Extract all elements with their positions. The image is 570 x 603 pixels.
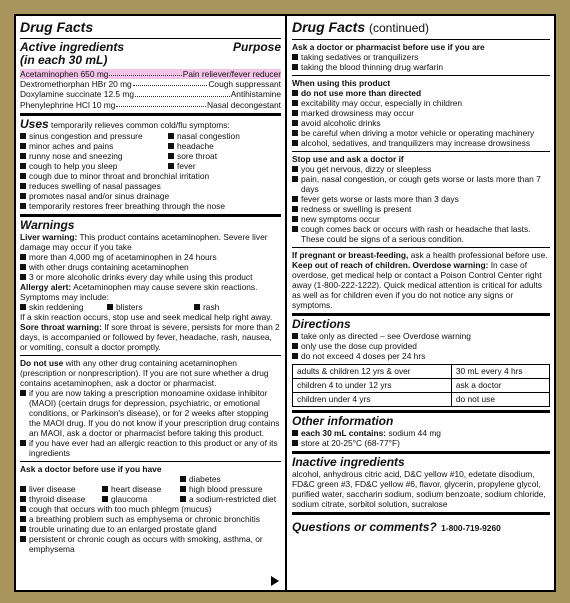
warnings-section: Warnings Liver warning: This product contains acetaminophen. Severe liver damage may occur if you take more than 4,000 mg of acetaminophen in 24 hours with other drugs containing acetaminophen 3 or more alcoholic drinks every day while using this product Allergy alert: Acetaminophen may cause severe skin reactions. Symptoms may include: skin reddening blisters rash If a skin reaction occurs, stop use and seek medical help right away. Sore throat warning: If sore throat is severe, persists for more than 2 days, is accompanied or followed by fever, headache, rash, nausea, or vomiting, consult a doctor promptly. [20,217,281,356]
ask-doctor-heading: Ask a doctor before use if you have [20,463,162,474]
do-not-use-section: Do not use with any other drug containing acetaminophen (prescription or nonprescription). If you are not sure whether a drug contains acetaminophen, ask a doctor or pharmacist. if you are now taking a prescription monoamine oxidase inhibitor (MAOI) (certain drugs for depression, psychiatric, or emotional conditions, or Parkinson's disease), or for 2 weeks after stopping the MAOI drug. If you do not know if your prescription drug contains an MAOI, ask a doctor or pharmacist before taking this product. if you have ever had an allergic reaction to this product or any of its ingredients [20,356,281,462]
uses-heading: Uses [20,116,49,131]
uses-grid [20,131,281,171]
list-item: blisters [107,302,194,312]
list-item: persistent or chronic cough as occurs with smoking, asthma, or emphysema [20,534,281,554]
list-item: avoid alcoholic drinks [292,118,550,128]
list-item: cough to help you sleep [20,161,168,171]
ingredient-row: Dextromethorphan HBr 20 mg Cough suppressant [20,79,281,90]
list-item: glaucoma [102,494,180,504]
list-item: heart disease [102,484,180,494]
list-item: excitability may occur, especially in children [292,98,550,108]
title-section [20,18,281,39]
ask-pharmacist-section [292,40,550,76]
title-continued-section: Drug Facts (continued) [292,18,550,40]
list-item: promotes nasal and/or sinus drainage [20,191,281,201]
when-using-section [292,76,550,152]
table-row: children 4 to under 12 yrs ask a doctor [293,379,550,393]
ask-doctor-grid [20,474,281,504]
list-item: skin reddening [20,302,107,312]
continued-arrow-icon [271,576,279,586]
stop-use-section [292,152,550,248]
table-row: adults & children 12 yrs & over 30 mL every 4 hrs [293,365,550,379]
ask-pharmacist-heading: Ask a doctor or pharmacist before use if you are [292,42,485,52]
list-item: be careful when driving a motor vehicle or operating machinery [292,128,550,138]
purpose-heading: Purpose [232,40,281,54]
uses-intro: temporarily relieves common cold/flu symptoms: [51,119,230,130]
other-information-heading: Other information [292,414,394,428]
ingredient-row: Doxylamine succinate 12.5 mg Antihistamine [20,89,281,100]
ingredient-row: Acetaminophen 650 mg Pain reliever/fever reducer [20,69,281,79]
list-item: alcohol, sedatives, and tranquilizers may increase drowsiness [292,138,550,148]
list-item: with other drugs containing acetaminophen [20,262,281,272]
list-item: redness or swelling is present [292,204,550,214]
drug-facts-continued-title: Drug Facts [292,19,366,35]
questions-section [292,515,550,536]
list-item: reduces swelling of nasal passages [20,181,281,191]
list-item: a sodium-restricted diet [180,494,281,504]
list-item: take only as directed – see Overdose warning [292,331,550,341]
uses-section [20,116,281,217]
right-column [288,16,554,590]
list-item: do not exceed 4 doses per 24 hrs [292,351,550,361]
list-item: store at 20-25°C (68-77°F) [292,438,550,448]
directions-section [292,316,550,413]
list-item: if you have ever had an allergic reaction to this product or any of its ingredients [20,438,281,458]
inactive-ingredients-heading: Inactive ingredients [292,455,405,469]
list-item: rash [194,302,281,312]
questions-heading: Questions or comments? [292,520,437,534]
list-item: taking sedatives or tranquilizers [292,52,550,62]
ingredient-row: Phenylephrine HCl 10 mg Nasal decongestant [20,99,281,110]
pregnancy-keepout-section: If pregnant or breast-feeding, ask a health professional before use. Keep out of reach of children. Overdose warning: In case of overdose, get medical help or contact a Poison Control Center right away (1-800-222-1222). Quick medical attention is critical for adults as well as for children even if you do not notice any signs or symptoms. [292,248,550,316]
active-ingredients-subheading: (in each 30 mL) [20,53,108,67]
list-item: trouble urinating due to an enlarged prostate gland [20,524,281,534]
list-item: sinus congestion and pressure [20,131,168,141]
dosage-table [292,364,550,407]
list-item: liver disease [20,484,102,494]
inactive-ingredients-section [292,454,550,515]
active-ingredients-section [20,39,281,116]
drug-facts-title: Drug Facts [20,19,94,35]
list-item: marked drowsiness may occur [292,108,550,118]
list-item: thyroid disease [20,494,102,504]
ask-doctor-section [20,462,281,557]
when-using-heading: When using this product [292,78,391,88]
list-item: fever gets worse or lasts more than 3 days [292,194,550,204]
list-item: runny nose and sneezing [20,151,168,161]
warnings-heading: Warnings [20,217,75,232]
directions-heading: Directions [292,317,351,331]
list-item: diabetes [180,474,281,484]
list-item: headache [168,141,281,151]
allergy-symptoms [20,302,281,312]
list-item: 3 or more alcoholic drinks every day while using this product [20,272,281,282]
list-item: nasal congestion [168,131,281,141]
inactive-ingredients-text: alcohol, anhydrous citric acid, D&C yellow #10, edetate disodium, FD&C green #3, FD&C yellow #6, flavor, glycerin, propylene glycol, purified water, saccharin sodium, sodium benzoate, sodium chloride, sodium citrate, sorbitol solution, sucralose [292,469,546,509]
table-row: children under 4 yrs do not use [293,393,550,407]
list-item: cough comes back or occurs with rash or headache that lasts. These could be signs of a serious condition. [292,224,550,244]
list-item: sore throat [168,151,281,161]
stop-use-heading: Stop use and ask a doctor if [292,154,404,164]
active-ingredients-heading: Active ingredients [20,40,125,54]
list-item: only use the dose cup provided [292,341,550,351]
list-item: new symptoms occur [292,214,550,224]
list-item: pain, nasal congestion, or cough gets worse or lasts more than 7 days [292,174,550,194]
list-item: temporarily restores freer breathing through the nose [20,201,281,211]
drug-facts-panel [14,14,556,592]
other-information-section: Other information each 30 mL contains: sodium 44 mg store at 20-25°C (68-77°F) [292,413,550,454]
list-item: cough that occurs with too much phlegm (mucus) [20,504,281,514]
left-column [16,16,287,590]
list-item: cough due to minor throat and bronchial irritation [20,171,281,181]
list-item: fever [168,161,281,171]
list-item: a breathing problem such as emphysema or chronic bronchitis [20,514,281,524]
list-item: minor aches and pains [20,141,168,151]
list-item: taking the blood thinning drug warfarin [292,62,550,72]
list-item: you get nervous, dizzy or sleepless [292,164,550,174]
list-item: high blood pressure [180,484,281,494]
list-item: more than 4,000 mg of acetaminophen in 24 hours [20,252,281,262]
questions-phone: 1-800-719-9260 [441,523,501,533]
list-item: if you are now taking a prescription monoamine oxidase inhibitor (MAOI) (certain drugs for depression, psychiatric, or emotional conditions, or Parkinson's disease), or for 2 weeks after stopping the MAOI drug. If you do not know if your prescription drug contains an MAOI, ask a doctor or pharmacist before taking this product. [20,388,281,438]
list-item: do not use more than directed [292,88,550,98]
